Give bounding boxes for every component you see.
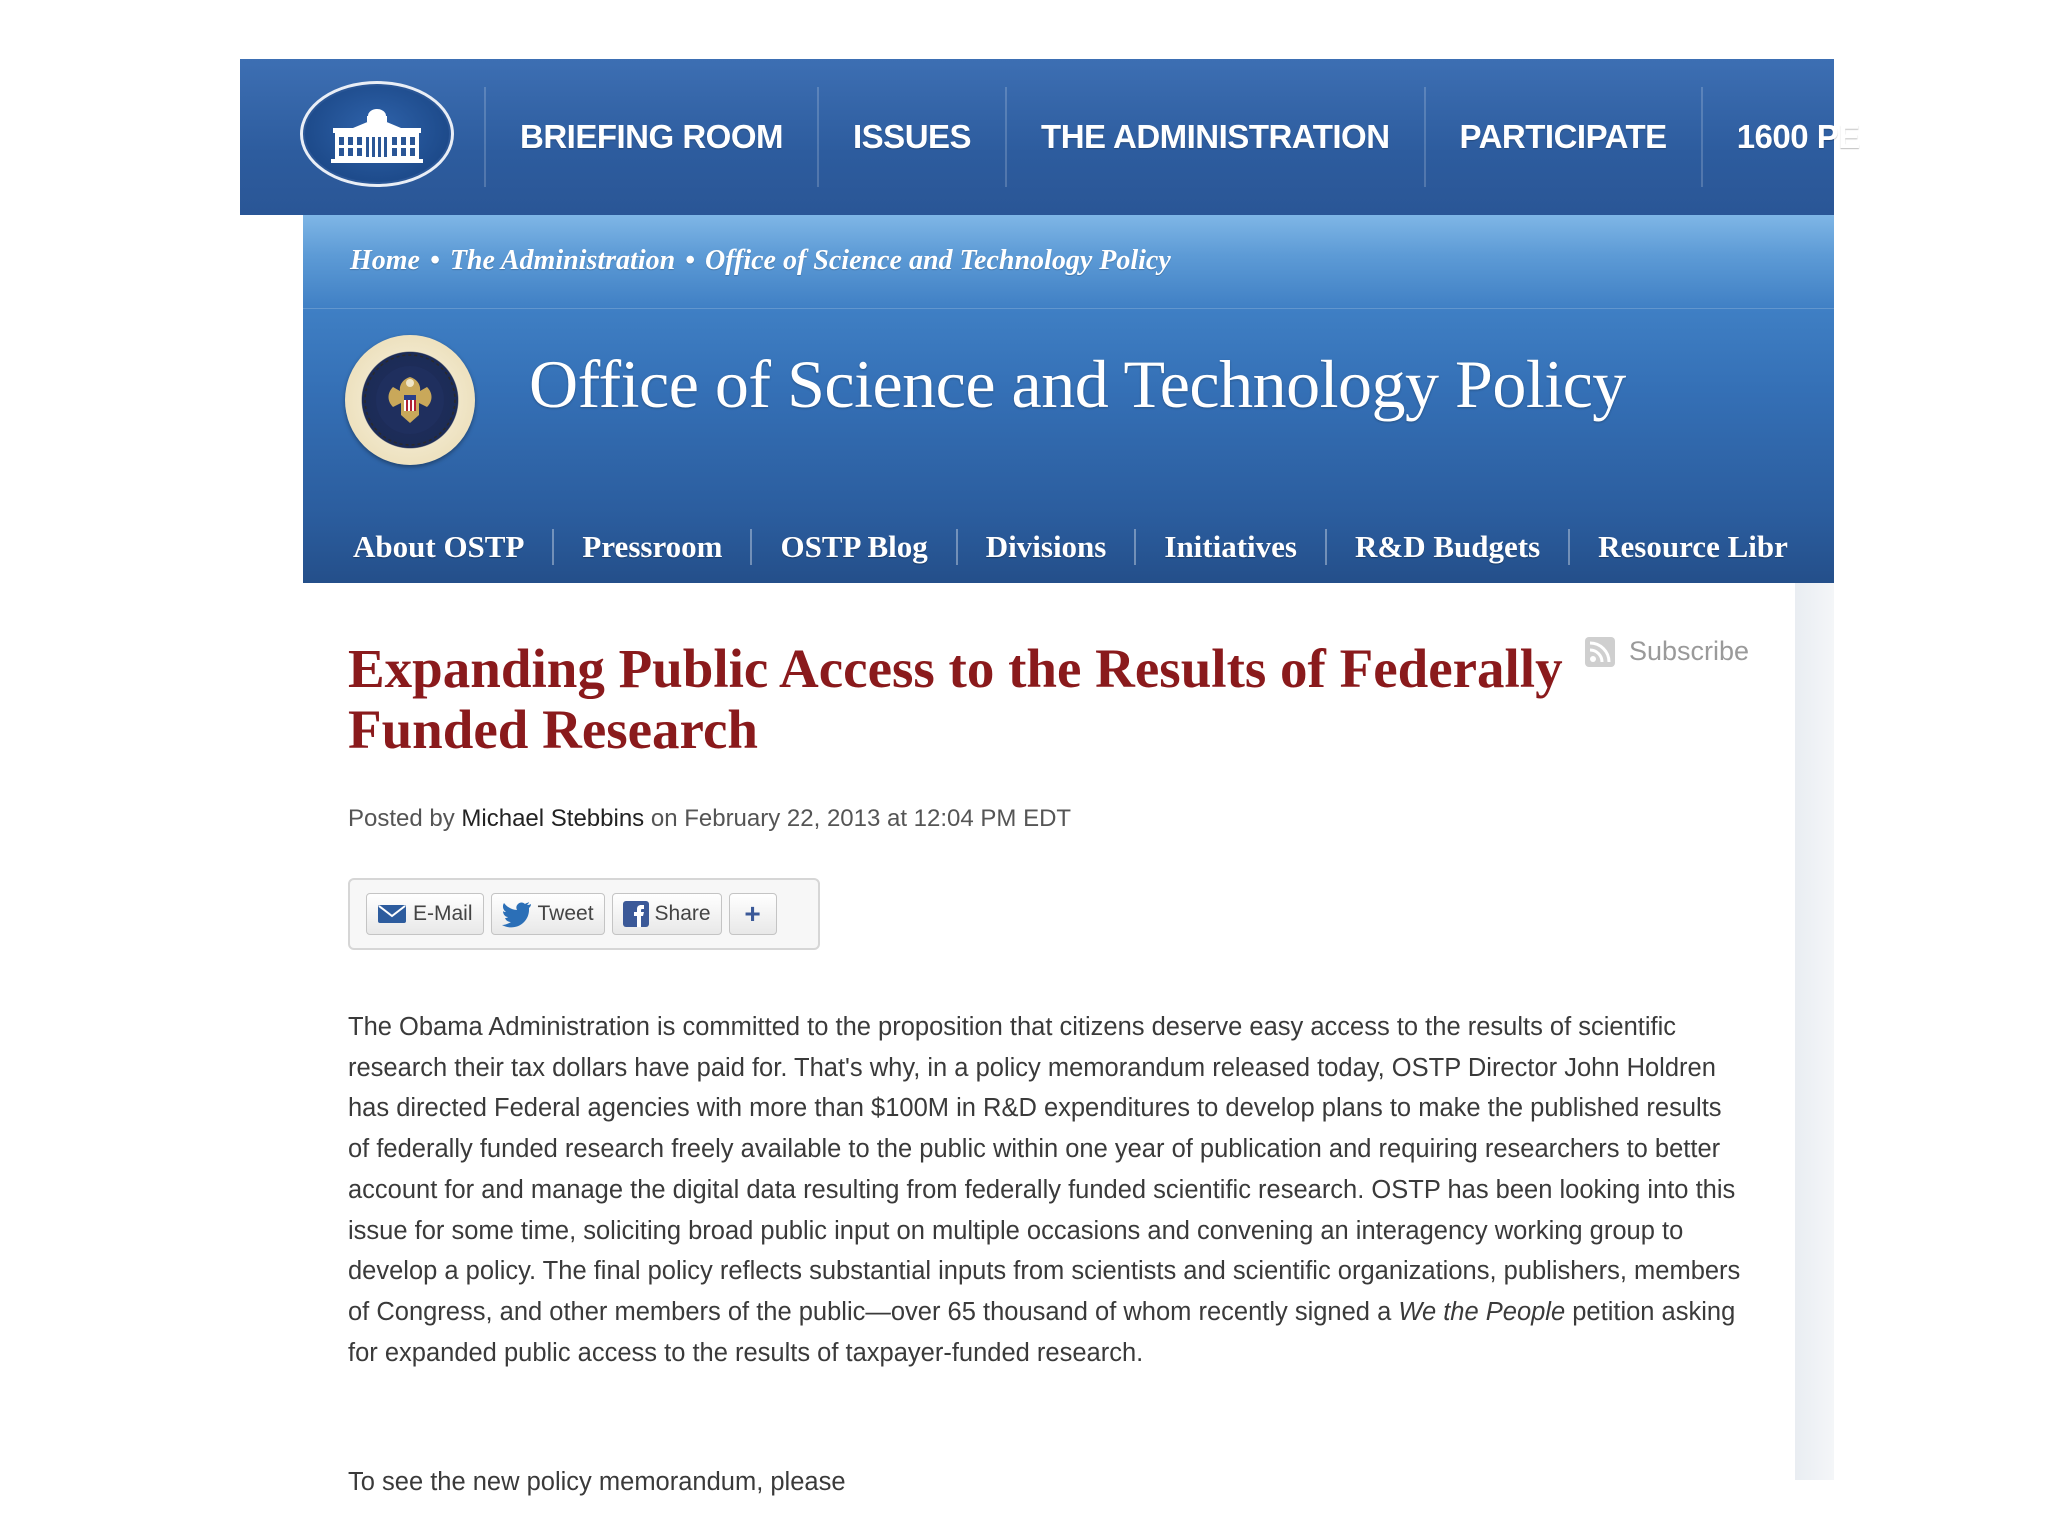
presidential-seal — [345, 335, 475, 465]
posted-by-label: Posted by — [348, 805, 455, 832]
sidebar-edge — [1795, 583, 1834, 1480]
section-subnav — [303, 510, 1834, 583]
eagle-icon — [345, 335, 475, 465]
email-share-label: E-Mail — [413, 902, 473, 925]
article-paragraph — [348, 1007, 1743, 1373]
facebook-icon — [623, 901, 649, 927]
breadcrumb-home[interactable]: Home — [350, 245, 420, 276]
subscribe-link[interactable] — [1585, 636, 1749, 667]
share-toolbar — [348, 878, 820, 950]
top-navigation — [240, 59, 1860, 215]
author-link[interactable]: Michael Stebbins — [461, 805, 645, 832]
ostp-section-header — [303, 215, 1834, 583]
facebook-share-label: Share — [654, 902, 711, 925]
nav-the-administration[interactable]: THE ADMINISTRATION — [1005, 87, 1423, 187]
email-share-button[interactable] — [366, 893, 484, 935]
white-house-icon — [327, 98, 427, 170]
subnav-about-ostp[interactable]: About OSTP — [353, 528, 525, 564]
nav-participate[interactable]: PARTICIPATE — [1424, 87, 1701, 187]
breadcrumb-separator: • — [685, 245, 695, 276]
article-title: Expanding Public Access to the Results of Federally Funded Research — [348, 638, 1563, 760]
cut-off-paragraph — [348, 1463, 948, 1496]
more-share-button[interactable] — [729, 893, 777, 935]
paragraph-text-1: The Obama Administration is committed to the proposition that citizens deserve easy access to the results of scientific research their tax dollars have paid for. That's why, in a policy memorandum released today, OSTP Director John Holdren has directed Federal agencies with more than $100M in R&D expenditures to develop plans to make the published results of federally funded research freely available to the public within one year of publication and requiring researchers to better account for and manage the digital data resulting from federally funded scientific research. OSTP has been looking into this issue for some time, soliciting broad public input on multiple occasions and convening an interagency working group to develop a policy. The final policy reflects substantial inputs from scientists and scientific organizations, publishers, members of Congress, and other members of the public—over 65 thousand of whom recently signed a — [348, 1013, 1741, 1326]
nav-issues[interactable]: ISSUES — [817, 87, 1005, 187]
tweet-button[interactable] — [491, 893, 605, 935]
rss-icon — [1585, 637, 1615, 667]
breadcrumb-separator: • — [430, 245, 440, 276]
top-nav-menu — [484, 59, 1894, 215]
plus-icon: + — [744, 898, 761, 929]
subnav-pressroom[interactable]: Pressroom — [552, 529, 750, 565]
post-meta — [348, 805, 1071, 833]
subnav-ostp-blog[interactable]: OSTP Blog — [750, 529, 955, 565]
facebook-share-button[interactable] — [612, 893, 722, 935]
posted-date: on February 22, 2013 at 12:04 PM EDT — [650, 805, 1072, 832]
subscribe-label: Subscribe — [1629, 636, 1750, 666]
subnav-divisions[interactable]: Divisions — [956, 529, 1135, 565]
breadcrumb-ostp[interactable]: Office of Science and Technology Policy — [704, 245, 1171, 276]
breadcrumb-administration[interactable]: The Administration — [449, 245, 676, 276]
tweet-label: Tweet — [537, 902, 594, 925]
paragraph-text-2: petition asking for expanded public access to the results of taxpayer-funded research. — [348, 1297, 1736, 1367]
nav-1600-penn[interactable]: 1600 PE — [1701, 87, 1894, 187]
section-title: Office of Science and Technology Policy — [529, 346, 1626, 422]
we-the-people-emphasis: We the People — [1398, 1297, 1566, 1326]
breadcrumb — [350, 245, 1171, 277]
white-house-logo[interactable] — [300, 81, 454, 187]
email-icon — [377, 904, 407, 924]
subnav-rd-budgets[interactable]: R&D Budgets — [1325, 529, 1568, 565]
subnav-resource-library[interactable]: Resource Libr — [1568, 529, 1816, 565]
breadcrumb-divider — [303, 308, 1834, 309]
cut-off-paragraph-text: To see the new policy memorandum, please — [348, 1468, 846, 1496]
twitter-icon — [502, 901, 532, 927]
subnav-initiatives[interactable]: Initiatives — [1134, 529, 1325, 565]
nav-briefing-room[interactable]: BRIEFING ROOM — [484, 87, 817, 187]
